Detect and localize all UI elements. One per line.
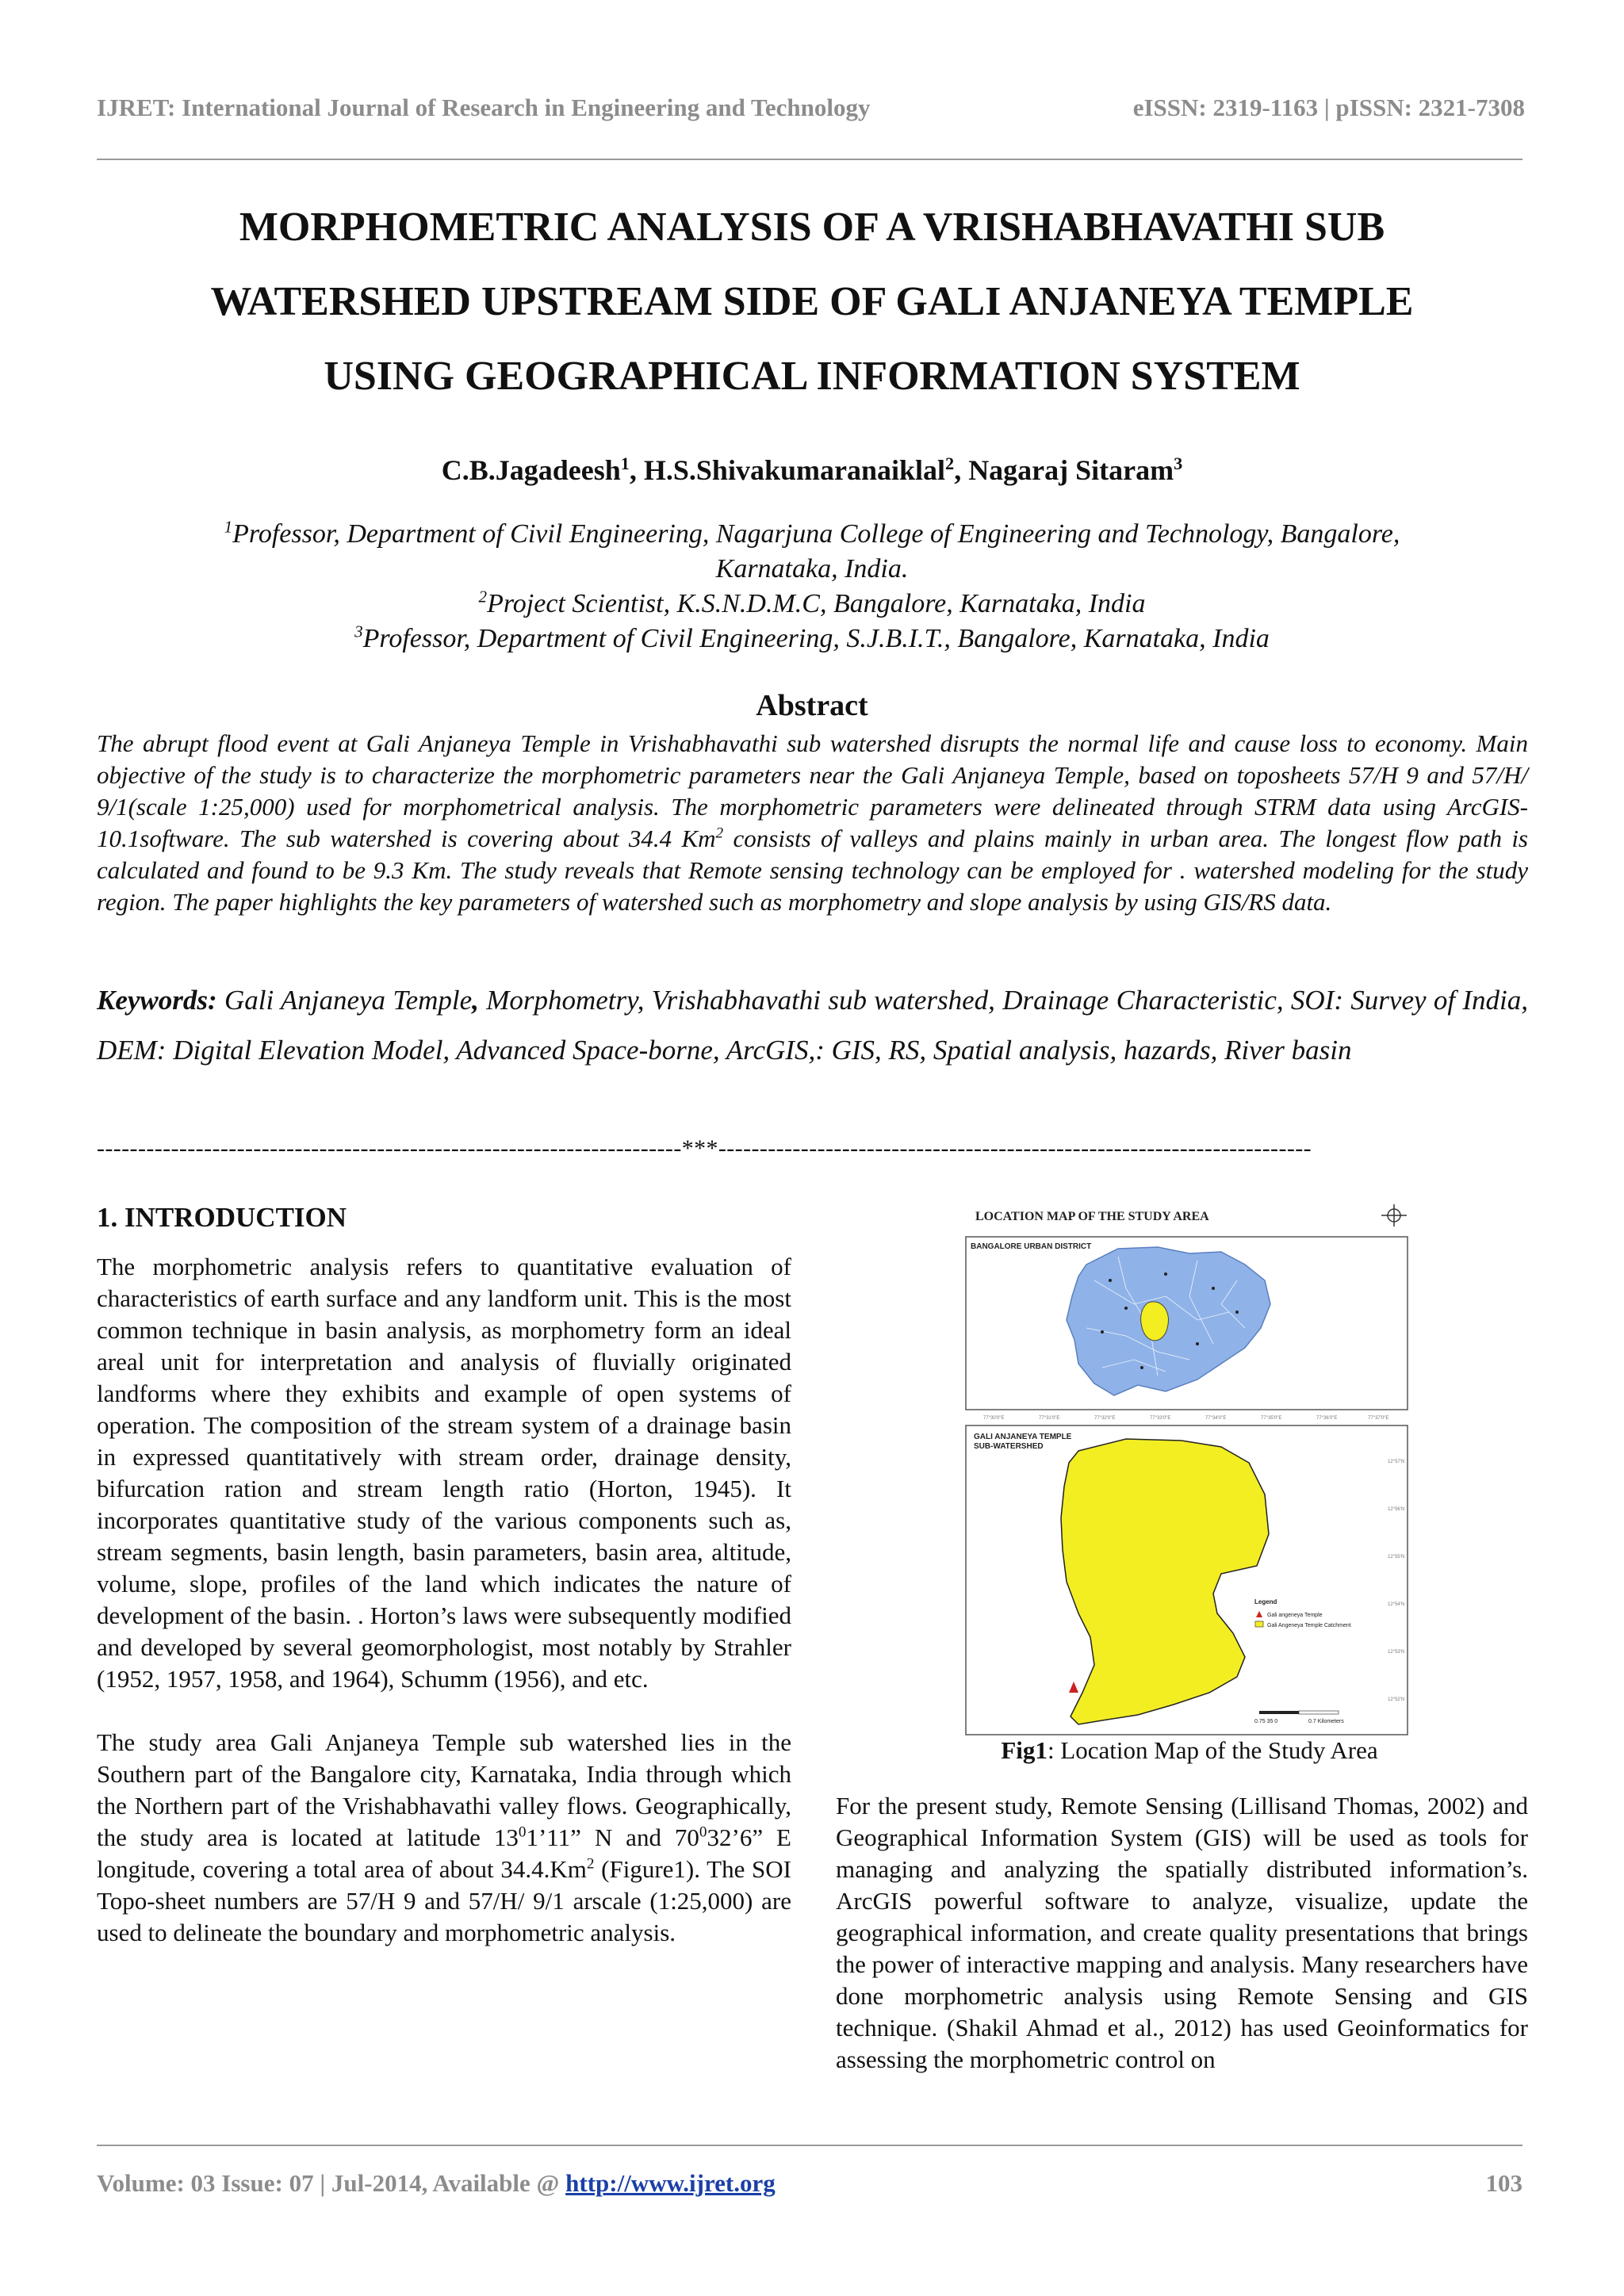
watershed-label-1: GALI ANJANEYA TEMPLE — [974, 1433, 1072, 1441]
degree-sup: 0 — [518, 1823, 527, 1841]
caption-label: Fig1 — [1001, 1736, 1048, 1764]
affiliation-2 — [119, 587, 1505, 622]
caption-text: : Location Map of the Study Area — [1047, 1736, 1378, 1764]
p2-text: (Figure1). The SOI Topo-sheet numbers are 57/H 9 and 57/H/ 9/1 arscale (1:25,000) are used to delineate the boundary and morphometric analysis. — [97, 1855, 791, 1946]
keywords-comma: , — [472, 985, 479, 1016]
journal-name: IJRET: International Journal of Research in Engineering and Technology — [97, 94, 871, 121]
abstract-heading: Abstract — [756, 689, 868, 722]
keywords-label: Keywords: — [97, 985, 217, 1016]
author-sup: 3 — [1174, 453, 1183, 473]
author-name: C.B.Jagadeesh — [441, 454, 621, 486]
svg-text:77°35'0"E: 77°35'0"E — [1261, 1416, 1282, 1421]
legend-catchment-swatch — [1255, 1621, 1263, 1627]
affiliation-1 — [119, 517, 1505, 552]
footer-volume — [97, 2169, 776, 2198]
figure-caption — [959, 1736, 1419, 1765]
svg-text:77°34'0"E: 77°34'0"E — [1205, 1416, 1227, 1421]
intro-paragraph-3: For the present study, Remote Sensing (Lillisand Thomas, 2002) and Geographical Information System (GIS) will be used as tools for managing and analyzing the spatially distributed information’s. ArcGIS powerful software to analyze, visualize, update the geographical information, and create quality presentations that brings the power of interactive mapping and analysis. Many researchers have done morphometric analysis using Remote Sensing and GIS technique. (Shakil Ahmad et al., 2012) has used Geoinformatics for assessing the morphometric control on — [836, 1792, 1528, 2073]
author-name: H.S.Shivakumaranaiklal — [643, 454, 946, 486]
left-column — [97, 1251, 791, 1949]
journal-link[interactable]: http://www.ijret.org — [565, 2169, 776, 2197]
section-separator: -----------------------------------------------------------------------***------------------------------------------------------------------------ — [97, 1135, 1312, 1161]
keywords — [97, 975, 1528, 1075]
intro-paragraph-1: The morphometric analysis refers to quantitative evaluation of characteristics of earth surface and any landform unit. This is the most common technique in basin analysis, as morphometry form an ideal areal unit for interpretation and analysis of fluvially originated landforms where they exhibits and example of open systems of operation. The composition of the stream system of a drainage basin in expressed quantitatively with stream order, drainage density, bifurcation ration and stream length ratio (Horton, 1945). It incorporates quantitative study of the various components such as, stream segments, basin length, basin parameters, basin area, altitude, volume, slope, profiles of the land which indicates the nature of development of the basin. . Horton’s laws were subsequently modified and developed by several geomorphologist, most notably by Strahler (1952, 1957, 1958, and 1964), Schumm (1956), and etc. — [97, 1253, 791, 1693]
p2-text: The study area Gali Anjaneya Temple sub watershed lies in the Southern part of the Bangalore city, Karnataka, India through which the Northern part of the Vrishabhavathi valley flows. Geographically, the study area is located at latitude 13 — [97, 1728, 791, 1851]
issn: eISSN: 2319-1163 | pISSN: 2321-7308 — [1132, 94, 1525, 121]
svg-text:77°33'0"E: 77°33'0"E — [1150, 1416, 1171, 1421]
header-rule — [97, 159, 1522, 160]
authors — [119, 453, 1505, 487]
author-sep: , — [629, 454, 644, 486]
north-arrow-icon — [1381, 1204, 1407, 1226]
legend-item: Gali Angeneya Temple Catchment — [1267, 1623, 1351, 1628]
author-name: Nagaraj Sitaram — [968, 454, 1174, 486]
author-sep: , — [954, 454, 969, 486]
svg-text:77°32'0"E: 77°32'0"E — [1094, 1416, 1116, 1421]
svg-text:77°30'0"E: 77°30'0"E — [983, 1416, 1005, 1421]
degree-sup: 0 — [699, 1823, 707, 1841]
author-sup: 1 — [620, 453, 630, 473]
affil-text: Project Scientist, K.S.N.D.M.C, Bangalore, Karnataka, India — [487, 589, 1146, 618]
right-column — [836, 1790, 1528, 2076]
intro-paragraph-2 — [97, 1727, 791, 1949]
svg-text:77°31'0"E: 77°31'0"E — [1039, 1416, 1060, 1421]
svg-text:12°53'N: 12°53'N — [1388, 1650, 1405, 1655]
svg-text:12°55'N: 12°55'N — [1388, 1555, 1405, 1559]
watershed-label-2: SUB-WATERSHED — [974, 1442, 1044, 1451]
scale-label: 0.75 35 0 — [1254, 1719, 1278, 1724]
scale-label: 0.7 Kilometers — [1308, 1719, 1344, 1724]
footer-rule — [97, 2145, 1522, 2146]
svg-text:77°36'0"E: 77°36'0"E — [1316, 1416, 1338, 1421]
legend-item: Gali angeneya Temple — [1267, 1613, 1323, 1618]
p2-text: 32’6” E longitude, covering a total area of about 34.4.Km — [97, 1823, 791, 1883]
map-title: LOCATION MAP OF THE STUDY AREA — [975, 1210, 1209, 1223]
section-heading: 1. INTRODUCTION — [97, 1202, 347, 1233]
legend-title: Legend — [1254, 1598, 1277, 1605]
affil-text: Professor, Department of Civil Engineering, S.J.B.I.T., Bangalore, Karnataka, India — [362, 624, 1270, 653]
abstract-part: consists of valleys and plains mainly in urban area. The longest flow path is calculated and found to be 9.3 Km. The study reveals that Remote sensing technology can be employed for . watershed modeling for the study region. The paper highlights the key parameters of watershed such as morphometry and slope analysis by using GIS/RS data. — [97, 825, 1528, 916]
district-label: BANGALORE URBAN DISTRICT — [971, 1242, 1092, 1251]
svg-text:12°52'N: 12°52'N — [1388, 1697, 1405, 1702]
keywords-list: Morphometry, Vrishabhavathi sub watershed, Drainage Characteristic, SOI: Survey of India, DEM: Digital Elevation Model, Advanced Space-borne, ArcGIS,: GIS, RS, Spatial analysis, hazards, River basin — [97, 985, 1528, 1066]
affil-sup: 1 — [224, 517, 233, 537]
area-sup: 2 — [586, 1855, 595, 1873]
page-number: 103 — [1485, 2169, 1522, 2197]
svg-text:77°37'0"E: 77°37'0"E — [1368, 1416, 1389, 1421]
svg-text:12°56'N: 12°56'N — [1388, 1507, 1405, 1512]
affiliation-1-cont: Karnataka, India. — [715, 554, 909, 584]
svg-text:12°54'N: 12°54'N — [1388, 1602, 1405, 1607]
catchment-inset — [1141, 1302, 1169, 1341]
footer-text: Volume: 03 Issue: 07 | Jul-2014, Available @ — [97, 2169, 566, 2197]
affiliations — [119, 517, 1505, 656]
affil-sup: 2 — [478, 587, 488, 607]
graticule-labels — [983, 1416, 1388, 1421]
abstract-sup: 2 — [715, 825, 724, 842]
affiliation-3 — [119, 622, 1505, 656]
paper-title — [119, 190, 1505, 414]
affil-sup: 3 — [354, 622, 363, 641]
title-line: WATERSHED UPSTREAM SIDE OF GALI ANJANEYA TEMPLE — [210, 279, 1414, 324]
author-sup: 2 — [945, 453, 955, 473]
svg-text:12°57'N: 12°57'N — [1388, 1460, 1405, 1464]
location-map-svg — [959, 1201, 1419, 1740]
abstract-text — [97, 728, 1528, 918]
location-map-figure — [959, 1201, 1419, 1740]
title-line: MORPHOMETRIC ANALYSIS OF A VRISHABHAVATHI SUB — [239, 205, 1385, 250]
abstract-part: The abrupt flood event at Gali Anjaneya Temple in Vrishabhavathi sub watershed disrupts the normal life and cause loss to economy. Main objective of the study is to characterize the morphometric parameters near the Gali Anjaneya Temple, based on toposheets 57/H 9 and 57/H/ 9/1(scale 1:25,000) used for morphometrical analysis. The morphometric parameters were delineated through STRM data using ArcGIS-10.1software. The sub watershed is covering about 34.4 Km — [97, 729, 1528, 852]
keywords-first: Gali Anjaneya Temple — [216, 985, 473, 1016]
title-line: USING GEOGRAPHICAL INFORMATION SYSTEM — [324, 354, 1300, 399]
p2-text: 1’11” N and 70 — [526, 1823, 699, 1851]
affil-text: Professor, Department of Civil Engineering, Nagarjuna College of Engineering and Technology, Bangalore, — [232, 519, 1400, 549]
